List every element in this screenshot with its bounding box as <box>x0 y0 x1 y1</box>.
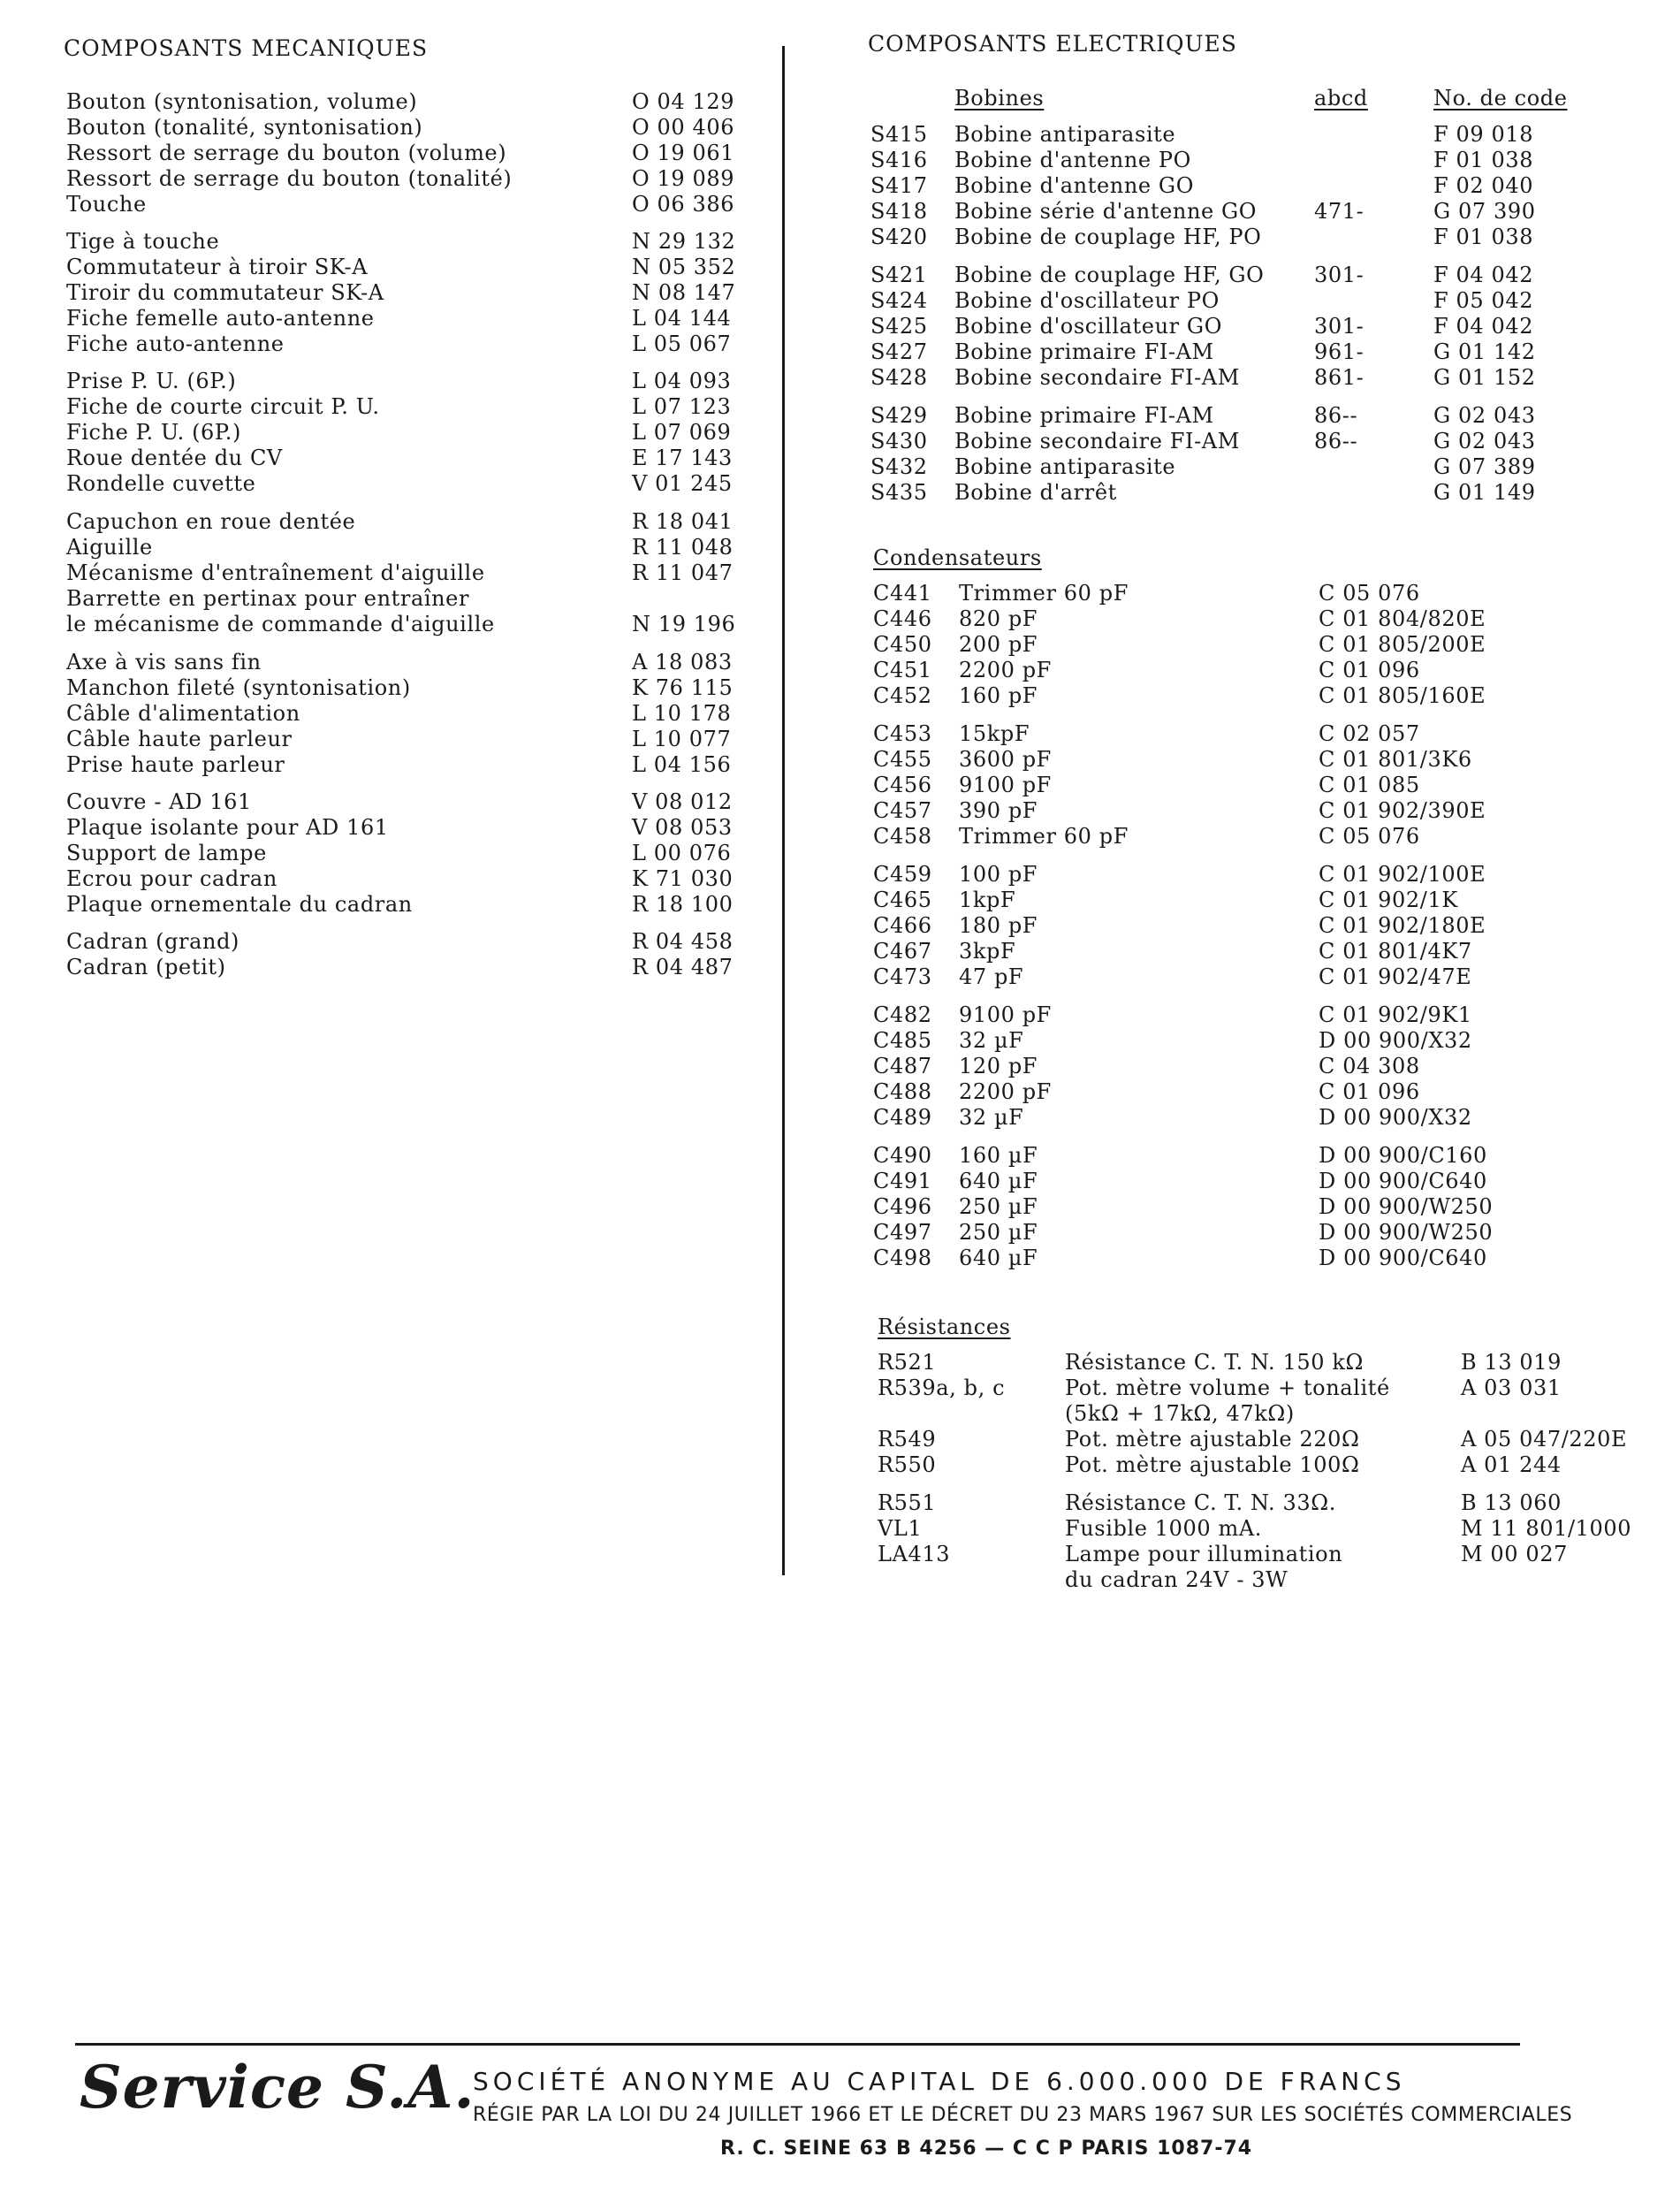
coil-code: F 01 038 <box>1433 225 1534 249</box>
coil-code: G 02 043 <box>1433 403 1536 428</box>
capacitor-ref: C459 <box>873 862 932 887</box>
part-code: R 11 047 <box>632 560 734 585</box>
part-code: N 08 147 <box>632 280 736 305</box>
coil-abcd: 861- <box>1314 365 1365 390</box>
part-description: Mécanisme d'entraînement d'aiguille <box>66 560 485 585</box>
part-description: Axe à vis sans fin <box>66 650 262 674</box>
coil-abcd: 86-- <box>1314 403 1358 428</box>
part-description: Prise haute parleur <box>66 752 285 777</box>
part-code: L 10 077 <box>632 727 732 751</box>
coil-description: Bobine primaire FI-AM <box>954 403 1214 428</box>
capacitor-code: C 01 902/9K1 <box>1319 1002 1472 1027</box>
capacitor-value: 3kpF <box>959 939 1016 964</box>
coil-code: F 04 042 <box>1433 314 1534 339</box>
resistor-code: M 00 027 <box>1461 1542 1568 1566</box>
part-code: L 04 093 <box>632 369 732 393</box>
part-description: Ecrou pour cadran <box>66 866 277 891</box>
part-description: Couvre - AD 161 <box>66 789 252 814</box>
capacitor-ref: C490 <box>873 1143 932 1168</box>
coil-code: G 07 389 <box>1433 454 1536 479</box>
capacitor-code: C 02 057 <box>1319 721 1420 746</box>
capacitor-value: 160 pF <box>959 683 1038 708</box>
capacitor-code: C 01 801/3K6 <box>1319 747 1472 772</box>
capacitor-ref: C485 <box>873 1028 932 1053</box>
coil-description: Bobine d'arrêt <box>954 480 1117 505</box>
capacitor-code: C 01 902/47E <box>1319 964 1472 989</box>
part-code: L 07 069 <box>632 420 732 445</box>
capacitor-ref: C452 <box>873 683 932 708</box>
capacitor-ref: C491 <box>873 1169 932 1193</box>
coil-description: Bobine antiparasite <box>954 122 1176 147</box>
coil-code: G 02 043 <box>1433 429 1536 453</box>
coil-ref: S415 <box>870 122 928 147</box>
footer-registration-line: R. C. SEINE 63 B 4256 — C C P PARIS 1087-74 <box>720 2138 1253 2160</box>
capacitor-value: 9100 pF <box>959 1002 1052 1027</box>
capacitor-ref: C488 <box>873 1079 932 1104</box>
capacitor-ref: C498 <box>873 1246 932 1270</box>
coil-abcd: 86-- <box>1314 429 1358 453</box>
part-description: Manchon fileté (syntonisation) <box>66 675 411 700</box>
coil-ref: S425 <box>870 314 928 339</box>
capacitor-ref: C441 <box>873 581 932 606</box>
company-logo: Service S.A. <box>80 2053 475 2122</box>
resistor-description: Pot. mètre ajustable 220Ω <box>1065 1427 1360 1452</box>
capacitor-ref: C446 <box>873 606 932 631</box>
capacitor-value: 32 µF <box>959 1105 1024 1130</box>
part-code: L 07 123 <box>632 394 732 419</box>
capacitor-code: C 05 076 <box>1319 581 1420 606</box>
part-code: R 11 048 <box>632 535 734 560</box>
part-code: O 19 089 <box>632 166 735 191</box>
part-code: N 29 132 <box>632 229 736 254</box>
resistor-ref: VL1 <box>878 1516 923 1541</box>
capacitor-ref: C482 <box>873 1002 932 1027</box>
part-description: Prise P. U. (6P.) <box>66 369 237 393</box>
capacitor-ref: C487 <box>873 1054 932 1078</box>
coil-abcd: 301- <box>1314 314 1365 339</box>
part-description: Barrette en pertinax pour entraîner <box>66 586 470 611</box>
capacitor-code: C 01 096 <box>1319 658 1420 682</box>
capacitor-value: 640 µF <box>959 1169 1038 1193</box>
part-code: L 04 156 <box>632 752 732 777</box>
coil-ref: S424 <box>870 288 928 313</box>
capacitor-value: 250 µF <box>959 1220 1038 1245</box>
capacitor-code: C 01 902/390E <box>1319 798 1486 823</box>
capacitor-ref: C465 <box>873 888 932 912</box>
coil-ref: S417 <box>870 173 928 198</box>
part-description: Bouton (syntonisation, volume) <box>66 89 418 114</box>
part-description: Fiche P. U. (6P.) <box>66 420 241 445</box>
part-description: Câble haute parleur <box>66 727 293 751</box>
part-code: R 18 041 <box>632 509 734 534</box>
part-code: R 04 458 <box>632 929 734 954</box>
capacitor-code: C 01 902/100E <box>1319 862 1486 887</box>
part-description: Fiche de courte circuit P. U. <box>66 394 380 419</box>
resistor-description: du cadran 24V - 3W <box>1065 1567 1289 1592</box>
capacitor-ref: C457 <box>873 798 932 823</box>
part-description: Fiche auto-antenne <box>66 332 285 356</box>
coil-description: Bobine primaire FI-AM <box>954 339 1214 364</box>
resistor-code: A 05 047/220E <box>1461 1427 1628 1452</box>
coil-description: Bobine série d'antenne GO <box>954 199 1258 224</box>
part-description: Capuchon en roue dentée <box>66 509 356 534</box>
part-code: K 76 115 <box>632 675 734 700</box>
capacitor-ref: C489 <box>873 1105 932 1130</box>
resistor-description: Fusible 1000 mA. <box>1065 1516 1262 1541</box>
part-code: V 01 245 <box>632 471 733 496</box>
coil-code: G 01 149 <box>1433 480 1536 505</box>
capacitor-value: 2200 pF <box>959 658 1052 682</box>
resistor-ref: R551 <box>878 1490 937 1515</box>
resistor-description: (5kΩ + 17kΩ, 47kΩ) <box>1065 1401 1295 1426</box>
capacitor-ref: C450 <box>873 632 932 657</box>
resistor-description: Pot. mètre ajustable 100Ω <box>1065 1452 1360 1477</box>
coil-description: Bobine de couplage HF, PO <box>954 225 1262 249</box>
coil-description: Bobine de couplage HF, GO <box>954 263 1265 287</box>
part-description: Bouton (tonalité, syntonisation) <box>66 115 423 140</box>
coil-ref: S428 <box>870 365 928 390</box>
coil-description: Bobine d'oscillateur PO <box>954 288 1220 313</box>
part-description: Cadran (grand) <box>66 929 239 954</box>
coil-code: F 01 038 <box>1433 148 1534 172</box>
capacitor-ref: C473 <box>873 964 932 989</box>
capacitor-ref: C496 <box>873 1194 932 1219</box>
capacitor-code: C 04 308 <box>1319 1054 1420 1078</box>
part-description: le mécanisme de commande d'aiguille <box>66 612 495 636</box>
capacitor-code: D 00 900/X32 <box>1319 1028 1472 1053</box>
capacitor-ref: C456 <box>873 773 932 797</box>
capacitor-value: 32 µF <box>959 1028 1024 1053</box>
footer-legal-line: RÉGIE PAR LA LOI DU 24 JUILLET 1966 ET LE DÉCRET DU 23 MARS 1967 SUR LES SOCIÉTÉS COMMERCIALES <box>473 2104 1573 2126</box>
capacitor-value: Trimmer 60 pF <box>959 581 1129 606</box>
coil-ref: S420 <box>870 225 928 249</box>
coil-ref: S435 <box>870 480 928 505</box>
part-code: E 17 143 <box>632 446 733 470</box>
part-description: Rondelle cuvette <box>66 471 256 496</box>
part-code: O 00 406 <box>632 115 735 140</box>
resistor-code: A 03 031 <box>1461 1376 1562 1400</box>
capacitor-code: C 01 805/160E <box>1319 683 1486 708</box>
capacitor-value: 160 µF <box>959 1143 1038 1168</box>
resistor-code: M 11 801/1000 <box>1461 1516 1632 1541</box>
part-code: L 04 144 <box>632 306 732 331</box>
part-description: Tiroir du commutateur SK-A <box>66 280 384 305</box>
resistor-description: Résistance C. T. N. 33Ω. <box>1065 1490 1336 1515</box>
capacitor-code: C 01 801/4K7 <box>1319 939 1472 964</box>
capacitor-value: 820 pF <box>959 606 1038 631</box>
resistor-code: B 13 060 <box>1461 1490 1562 1515</box>
coil-description: Bobine d'antenne GO <box>954 173 1194 198</box>
resistor-code: B 13 019 <box>1461 1350 1562 1375</box>
capacitor-ref: C453 <box>873 721 932 746</box>
part-description: Support de lampe <box>66 841 267 865</box>
coil-abcd: 301- <box>1314 263 1365 287</box>
part-description: Fiche femelle auto-antenne <box>66 306 375 331</box>
part-code: K 71 030 <box>632 866 734 891</box>
capacitor-value: 100 pF <box>959 862 1038 887</box>
part-description: Touche <box>66 192 147 217</box>
capacitor-code: D 00 900/C640 <box>1319 1246 1487 1270</box>
coil-ref: S418 <box>870 199 928 224</box>
part-description: Roue dentée du CV <box>66 446 283 470</box>
coil-ref: S427 <box>870 339 928 364</box>
part-code: L 00 076 <box>632 841 732 865</box>
coil-code: F 02 040 <box>1433 173 1534 198</box>
capacitor-value: 9100 pF <box>959 773 1052 797</box>
coil-description: Bobine secondaire FI-AM <box>954 365 1240 390</box>
bobines-heading: Bobines <box>954 86 1045 110</box>
coil-code: G 01 142 <box>1433 339 1536 364</box>
coil-code: F 09 018 <box>1433 122 1534 147</box>
part-code: N 05 352 <box>632 255 736 279</box>
resistor-code: A 01 244 <box>1461 1452 1562 1477</box>
coil-description: Bobine secondaire FI-AM <box>954 429 1240 453</box>
resistor-ref: R550 <box>878 1452 937 1477</box>
resistor-ref: LA413 <box>878 1542 951 1566</box>
part-code: V 08 012 <box>632 789 733 814</box>
part-code: R 18 100 <box>632 892 734 917</box>
coil-code: G 07 390 <box>1433 199 1536 224</box>
resistor-ref: R549 <box>878 1427 937 1452</box>
capacitor-value: 250 µF <box>959 1194 1038 1219</box>
part-description: Cadran (petit) <box>66 955 226 979</box>
part-description: Tige à touche <box>66 229 220 254</box>
column-divider <box>782 46 785 1575</box>
code-column-header: No. de code <box>1433 86 1568 110</box>
coil-ref: S429 <box>870 403 928 428</box>
capacitor-code: C 05 076 <box>1319 824 1420 849</box>
part-description: Plaque ornementale du cadran <box>66 892 413 917</box>
capacitor-ref: C497 <box>873 1220 932 1245</box>
capacitor-value: 200 pF <box>959 632 1038 657</box>
capacitor-ref: C458 <box>873 824 932 849</box>
elec-section-title: COMPOSANTS ELECTRIQUES <box>868 31 1237 57</box>
coil-code: G 01 152 <box>1433 365 1536 390</box>
capacitor-value: 2200 pF <box>959 1079 1052 1104</box>
capacitor-code: C 01 902/180E <box>1319 913 1486 938</box>
coil-ref: S430 <box>870 429 928 453</box>
condensateurs-heading: Condensateurs <box>873 545 1042 570</box>
part-description: Plaque isolante pour AD 161 <box>66 815 389 840</box>
capacitor-value: 15kpF <box>959 721 1030 746</box>
capacitor-code: D 00 900/C640 <box>1319 1169 1487 1193</box>
capacitor-value: 120 pF <box>959 1054 1038 1078</box>
coil-code: F 04 042 <box>1433 263 1534 287</box>
coil-code: F 05 042 <box>1433 288 1534 313</box>
capacitor-value: 1kpF <box>959 888 1016 912</box>
capacitor-value: 3600 pF <box>959 747 1052 772</box>
resistor-description: Lampe pour illumination <box>1065 1542 1343 1566</box>
capacitor-code: D 00 900/W250 <box>1319 1194 1494 1219</box>
part-description: Ressort de serrage du bouton (volume) <box>66 141 507 165</box>
coil-description: Bobine d'oscillateur GO <box>954 314 1222 339</box>
resistor-ref: R539a, b, c <box>878 1376 1006 1400</box>
capacitor-code: C 01 096 <box>1319 1079 1420 1104</box>
part-code: R 04 487 <box>632 955 734 979</box>
footer-capital-line: SOCIÉTÉ ANONYME AU CAPITAL DE 6.000.000 DE FRANCS <box>473 2067 1406 2096</box>
resistor-description: Résistance C. T. N. 150 kΩ <box>1065 1350 1364 1375</box>
capacitor-value: 47 pF <box>959 964 1024 989</box>
part-code: A 18 083 <box>632 650 733 674</box>
capacitor-ref: C451 <box>873 658 932 682</box>
part-description: Câble d'alimentation <box>66 701 300 726</box>
part-code: O 19 061 <box>632 141 735 165</box>
capacitor-code: C 01 805/200E <box>1319 632 1486 657</box>
coil-description: Bobine antiparasite <box>954 454 1176 479</box>
part-description: Commutateur à tiroir SK-A <box>66 255 369 279</box>
part-code: L 10 178 <box>632 701 732 726</box>
part-code: L 05 067 <box>632 332 732 356</box>
coil-ref: S421 <box>870 263 928 287</box>
part-description: Ressort de serrage du bouton (tonalité) <box>66 166 513 191</box>
capacitor-code: D 00 900/W250 <box>1319 1220 1494 1245</box>
part-description: Aiguille <box>66 535 153 560</box>
part-code: O 06 386 <box>632 192 735 217</box>
coil-abcd: 471- <box>1314 199 1365 224</box>
capacitor-ref: C455 <box>873 747 932 772</box>
capacitor-ref: C467 <box>873 939 932 964</box>
capacitor-value: Trimmer 60 pF <box>959 824 1129 849</box>
mech-section-title: COMPOSANTS MECANIQUES <box>64 35 429 61</box>
coil-abcd: 961- <box>1314 339 1365 364</box>
coil-ref: S432 <box>870 454 928 479</box>
capacitor-code: D 00 900/X32 <box>1319 1105 1472 1130</box>
capacitor-code: C 01 902/1K <box>1319 888 1458 912</box>
capacitor-code: C 01 804/820E <box>1319 606 1486 631</box>
resistor-ref: R521 <box>878 1350 937 1375</box>
coil-ref: S416 <box>870 148 928 172</box>
part-code: V 08 053 <box>632 815 733 840</box>
part-code: N 19 196 <box>632 612 736 636</box>
capacitor-ref: C466 <box>873 913 932 938</box>
coil-description: Bobine d'antenne PO <box>954 148 1191 172</box>
resistor-description: Pot. mètre volume + tonalité <box>1065 1376 1390 1400</box>
capacitor-value: 390 pF <box>959 798 1038 823</box>
capacitor-code: D 00 900/C160 <box>1319 1143 1487 1168</box>
capacitor-code: C 01 085 <box>1319 773 1420 797</box>
capacitor-value: 640 µF <box>959 1246 1038 1270</box>
resistances-heading: Résistances <box>878 1315 1011 1339</box>
abcd-column-header: abcd <box>1314 86 1368 110</box>
part-code: O 04 129 <box>632 89 735 114</box>
capacitor-value: 180 pF <box>959 913 1038 938</box>
footer-rule <box>75 2043 1520 2046</box>
